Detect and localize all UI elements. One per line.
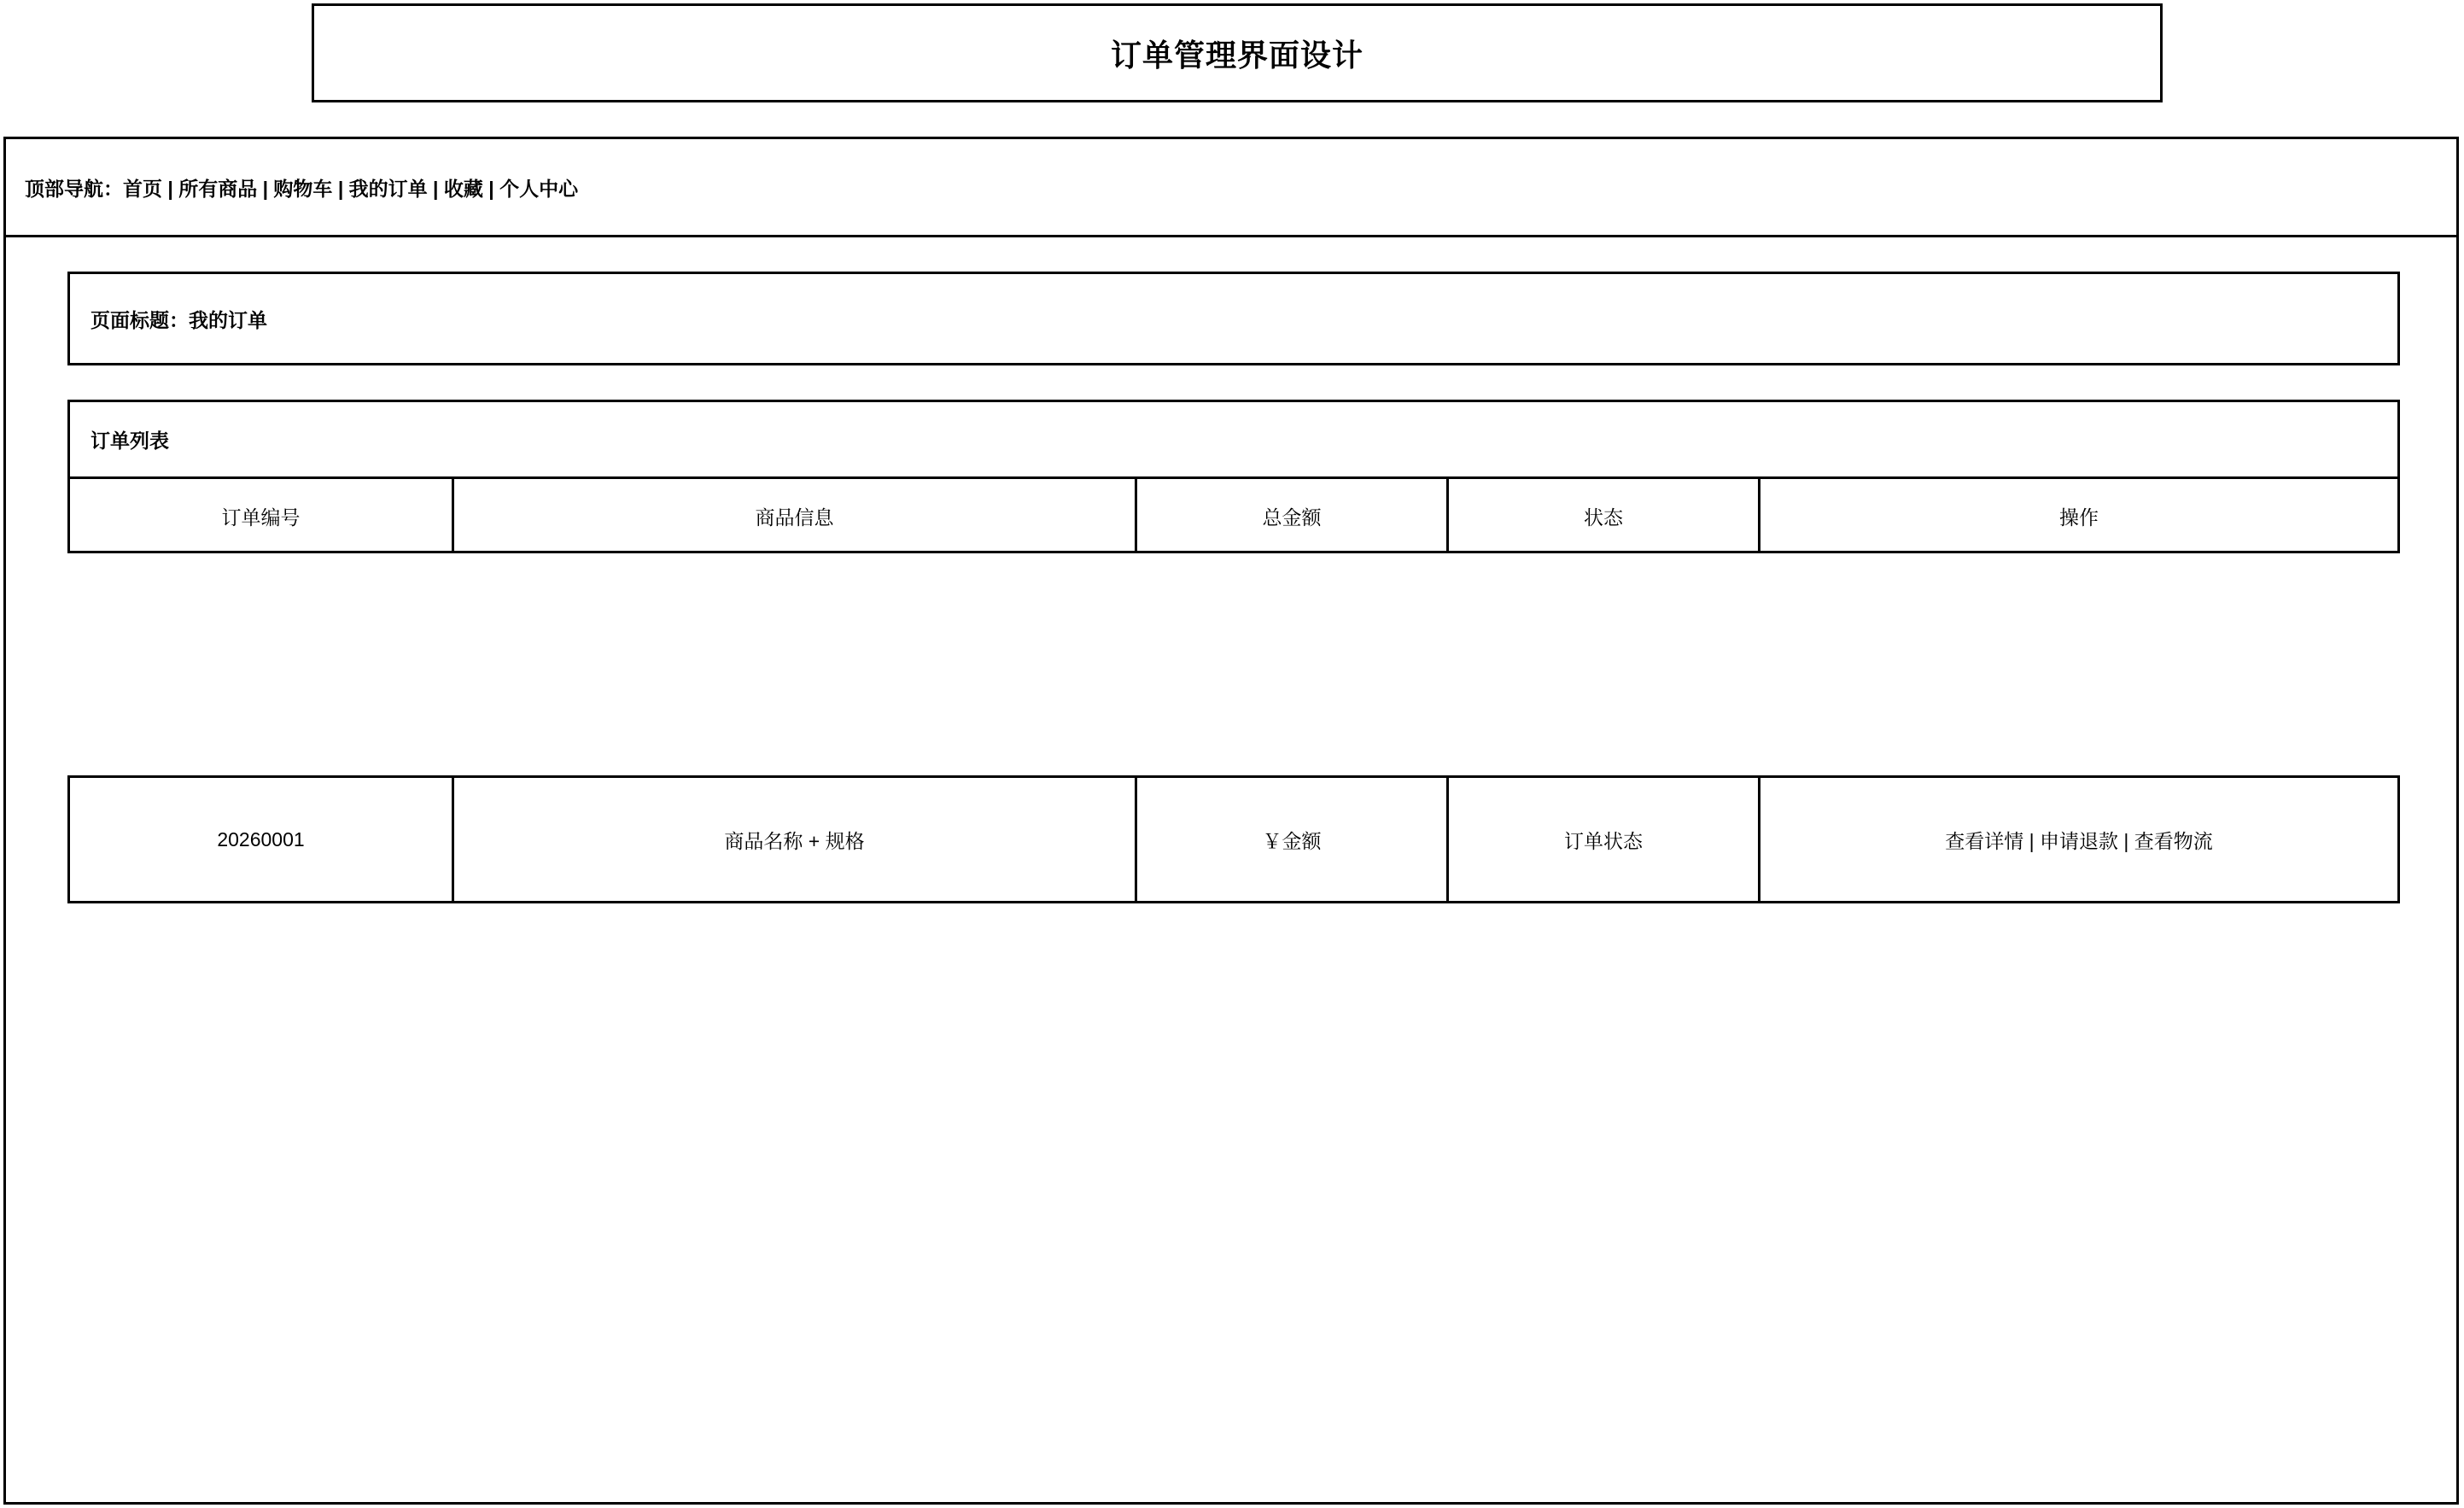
cell-order-no: 20260001 <box>70 778 454 901</box>
cell-actions[interactable]: 查看详情 | 申请退款 | 查看物流 <box>1945 829 2213 852</box>
top-navigation-items[interactable]: 首页 | 所有商品 | 购物车 | 我的订单 | 收藏 | 个人中心 <box>123 177 579 200</box>
top-navigation-label <box>6 173 578 202</box>
table-row[interactable] <box>67 775 2400 903</box>
diagram-title: 订单管理界面设计 <box>1110 37 1363 73</box>
order-list-card <box>67 400 2400 553</box>
wireframe-frame <box>3 137 2459 1505</box>
column-header-product-info: 商品信息 <box>454 479 1137 553</box>
column-header-actions: 操作 <box>2059 506 2099 529</box>
top-navigation-prefix: 顶部导航： <box>25 177 123 200</box>
cell-product-info: 商品名称 + 规格 <box>454 778 1137 901</box>
column-header-total-amount: 总金额 <box>1137 479 1449 553</box>
column-header-order-no: 订单编号 <box>70 479 454 553</box>
order-table-header-row <box>70 479 2397 553</box>
diagram-title-box <box>312 3 2163 102</box>
order-list-section-label: 订单列表 <box>70 402 2397 479</box>
cell-total-amount: ￥金额 <box>1137 778 1449 901</box>
top-navigation-bar <box>6 139 2456 237</box>
column-header-status: 状态 <box>1449 479 1760 553</box>
page-title: 页面标题：我的订单 <box>91 308 267 331</box>
status-badge: 订单状态 <box>1449 778 1760 901</box>
page-title-card <box>67 272 2400 365</box>
